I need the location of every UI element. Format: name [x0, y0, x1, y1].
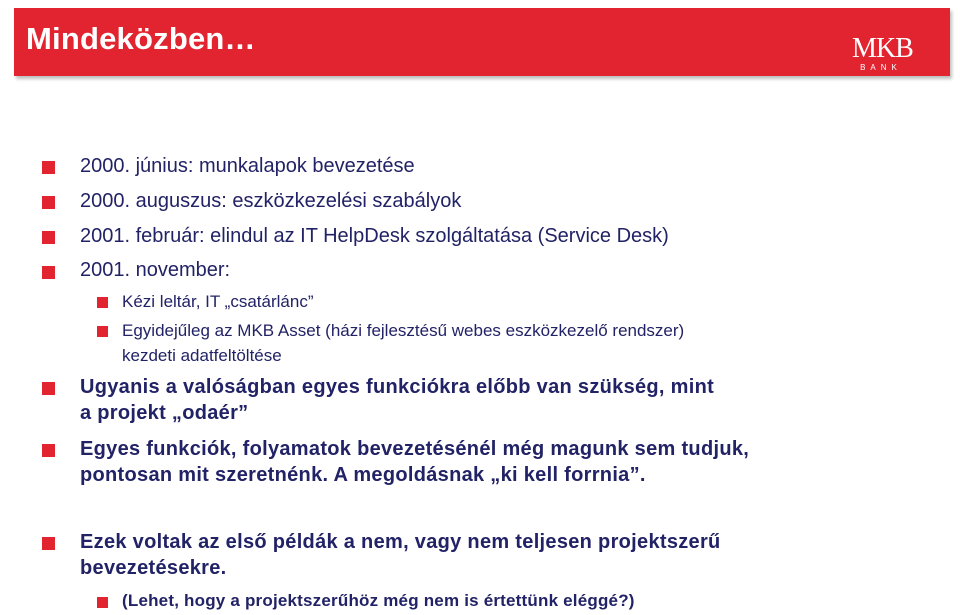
bullet-text-continued: a projekt „odaér” [80, 402, 249, 424]
sub-bullet-square-icon [97, 297, 108, 308]
sub-bullet-text: Egyidejűleg az MKB Asset (házi fejlesztésű webes eszközkezelő rendszer) [122, 321, 685, 340]
logo-text: MKB [852, 33, 913, 64]
bullet-text: Ugyanis a valóságban egyes funkciókra előbb van szükség, mint [80, 376, 715, 398]
bullet-square-icon [42, 196, 55, 209]
sub-bullet-square-icon [97, 326, 108, 337]
bullet-square-icon [42, 382, 55, 395]
sub-bullet-square-icon [97, 597, 108, 608]
bullet-text: 2000. június: munkalapok bevezetése [80, 155, 415, 177]
sub-bullet-text-continued: kezdeti adatfeltöltése [122, 346, 282, 365]
bullet-text: 2000. auguszus: eszközkezelési szabályok [80, 190, 462, 212]
bullet-text: Egyes funkciók, folyamatok bevezetésénél még magunk sem tudjuk, [80, 438, 750, 460]
sub-bullet-text: (Lehet, hogy a projektszerűhöz még nem is értettünk eléggé?) [122, 591, 635, 610]
page-title: Mindeközben… [26, 21, 256, 56]
sub-bullet-text: Kézi leltár, IT „csatárlánc” [122, 292, 314, 311]
bullet-square-icon [42, 161, 55, 174]
bullet-text: 2001. február: elindul az IT HelpDesk szolgáltatása (Service Desk) [80, 225, 669, 247]
bullet-text-continued: pontosan mit szeretnénk. A megoldásnak „ki kell forrnia”. [80, 464, 646, 486]
bullet-square-icon [42, 444, 55, 457]
bullet-text: Ezek voltak az első példák a nem, vagy nem teljesen projektszerű [80, 531, 721, 553]
logo-subtext: BANK [860, 63, 902, 72]
bullet-square-icon [42, 231, 55, 244]
bullet-text-continued: bevezetésekre. [80, 557, 227, 579]
bullet-text: 2001. november: [80, 259, 231, 281]
bullet-square-icon [42, 266, 55, 279]
bullet-square-icon [42, 537, 55, 550]
